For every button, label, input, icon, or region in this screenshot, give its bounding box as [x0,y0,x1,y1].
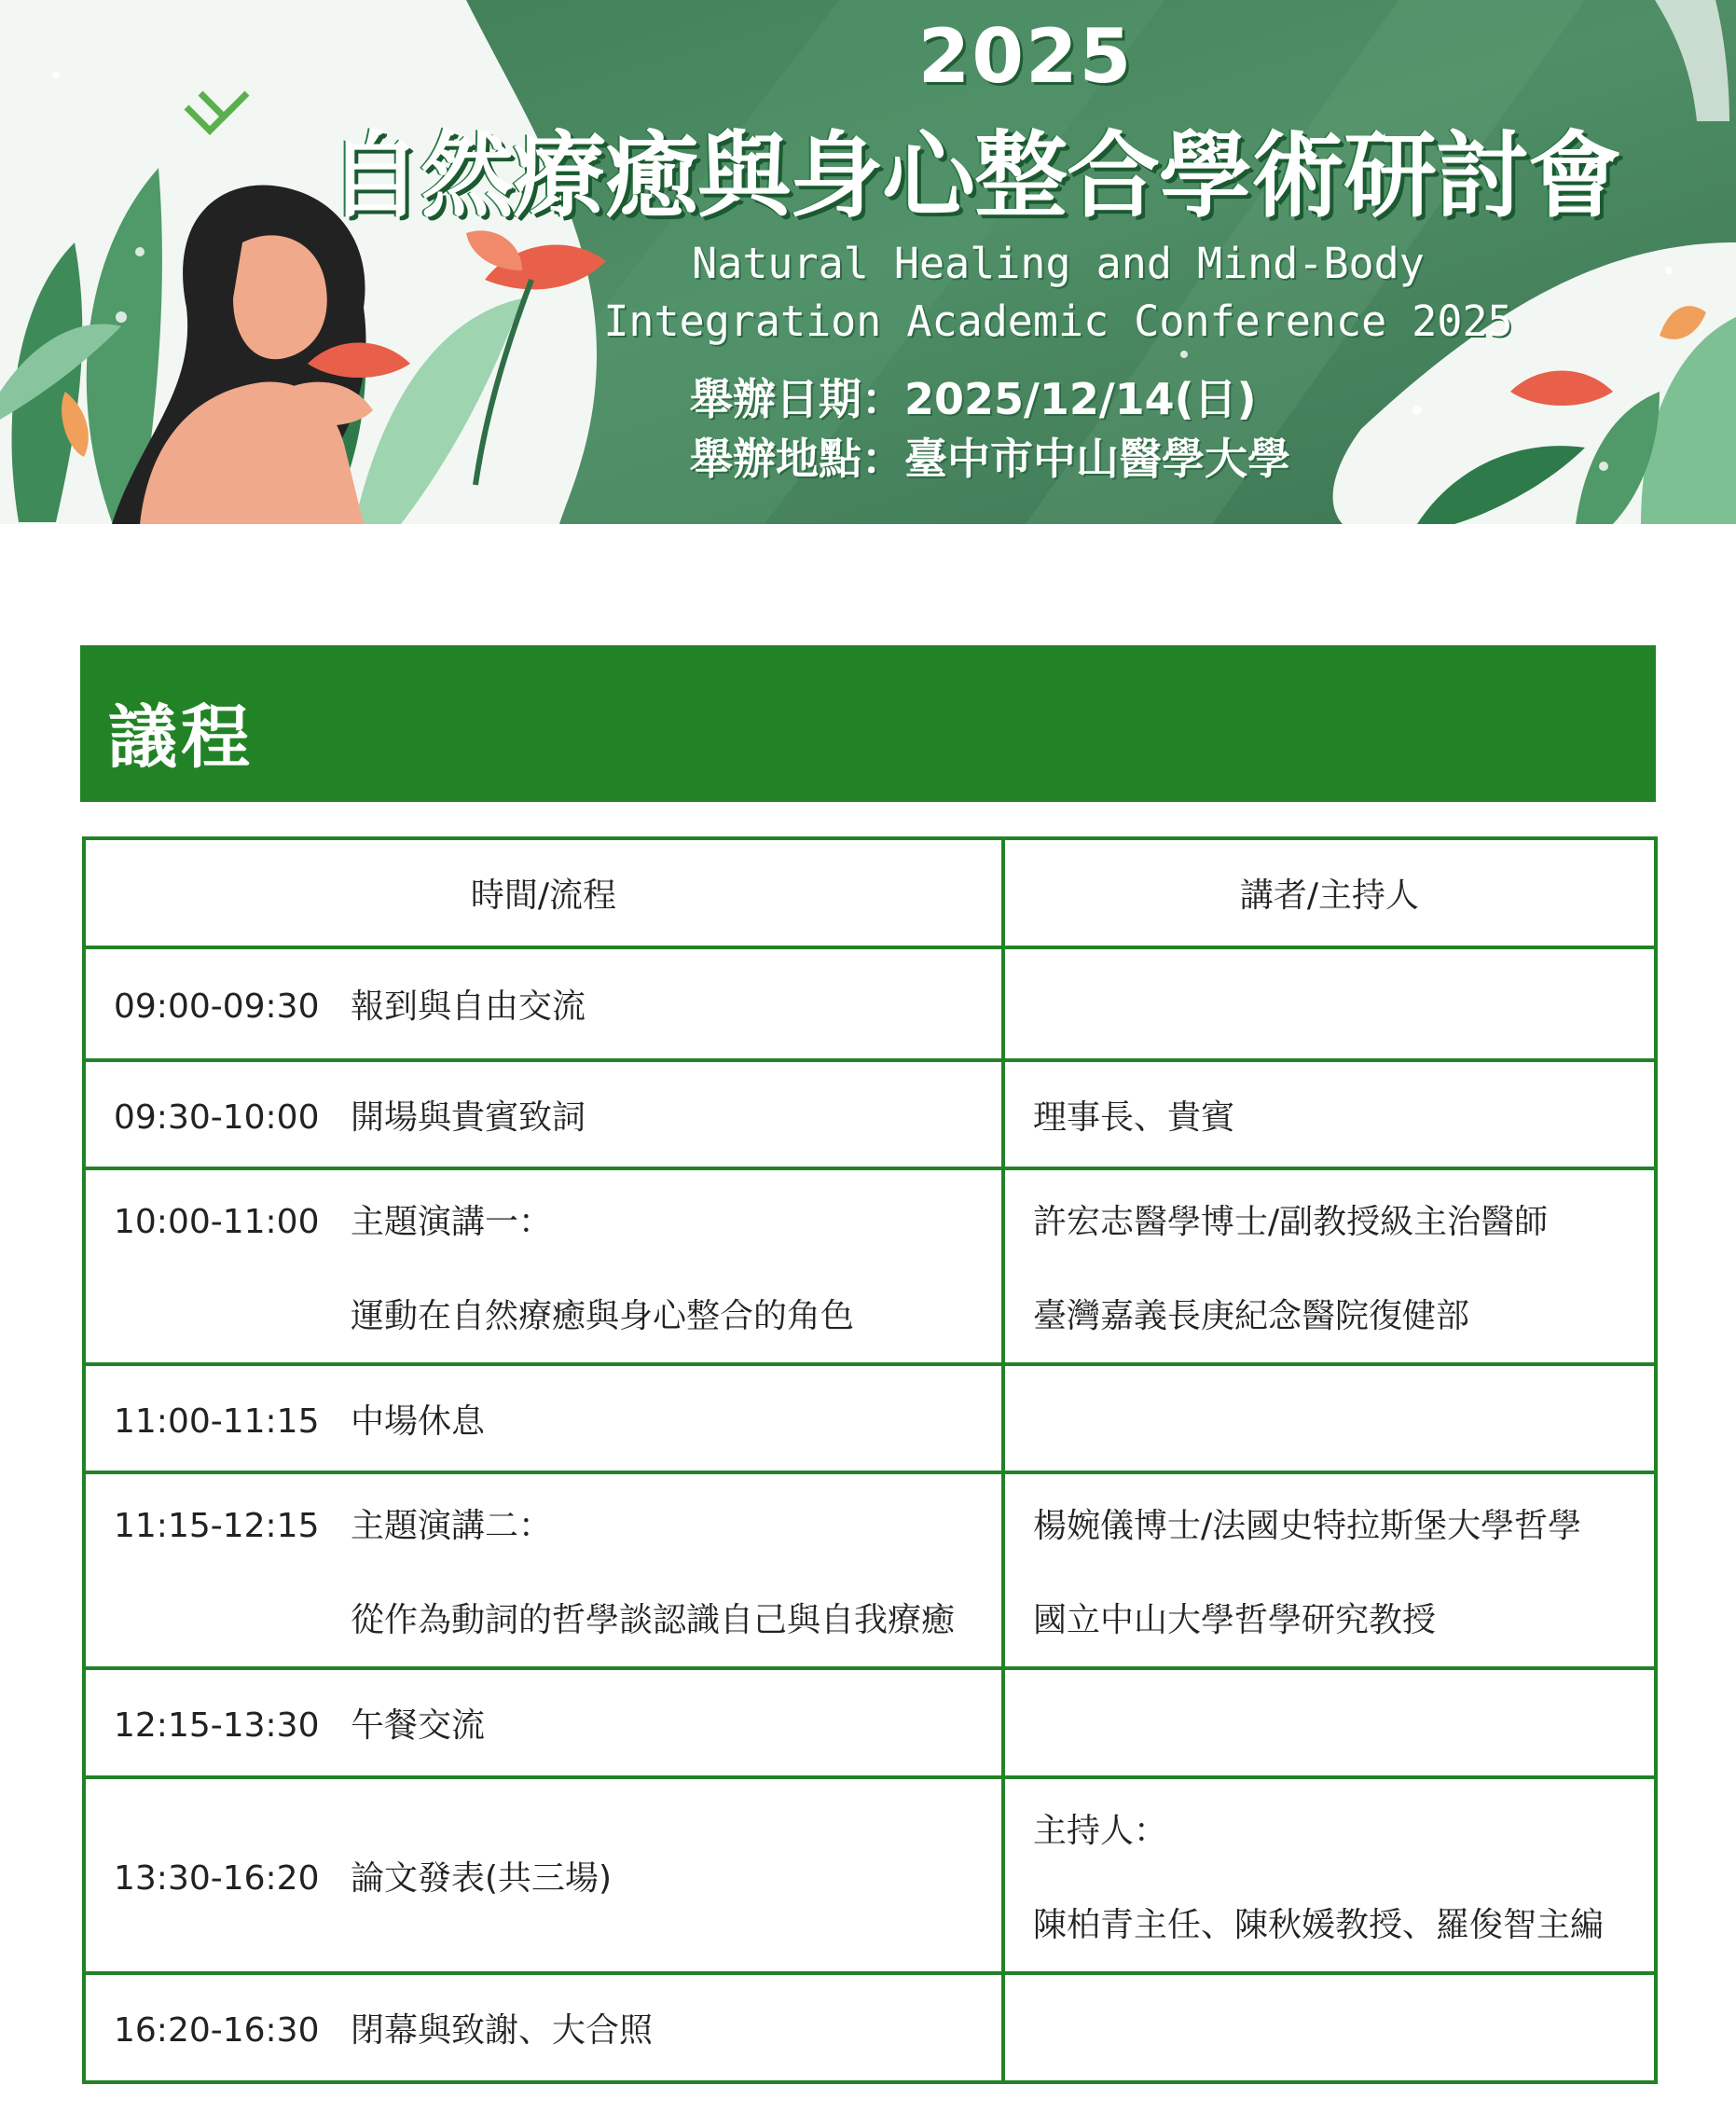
row-time: 16:20-16:30 [114,2011,320,2050]
cell-program [84,1973,1003,2082]
cell-speaker [1003,1168,1656,1364]
cell-speaker [1003,1973,1656,2082]
table-header-row [84,838,1656,947]
date-value: 2025/12/14(日) [904,374,1257,424]
row-item: 開場與貴賓致詞 [351,1098,586,1137]
agenda-section-header [80,645,1656,802]
table-row [84,1777,1656,1973]
banner-venue [690,429,1290,489]
row-speaker: 主持人： [1033,1812,1168,1850]
date-label: 舉辦日期： [690,374,904,424]
banner-info [690,369,1290,489]
table-row [84,1168,1656,1364]
row-speaker-sub: 國立中山大學哲學研究教授 [1033,1601,1437,1639]
row-speaker-sub: 陳柏青主任、陳秋媛教授、羅俊智主編 [1033,1906,1605,1944]
row-item: 報到與自由交流 [351,987,586,1026]
row-speaker-sub: 臺灣嘉義長庚紀念醫院復健部 [1033,1297,1470,1335]
agenda-title: 議程 [108,697,254,778]
row-time: 13:30-16:20 [114,1858,320,1898]
row-item: 午餐交流 [351,1706,486,1745]
cell-program [84,947,1003,1060]
row-time: 11:00-11:15 [114,1402,320,1441]
venue-value: 臺中市中山醫學大學 [904,434,1290,484]
row-item: 閉幕與致謝、大合照 [351,2011,654,2050]
banner-title-en [522,235,1594,351]
venue-label: 舉辦地點： [690,434,904,484]
banner-title-zh: 自然療癒與身心整合學術研討會 [328,121,1620,230]
header-speaker: 講者/主持人 [1003,838,1656,947]
cell-program [84,1668,1003,1777]
row-item: 論文發表(共三場) [351,1858,613,1898]
row-time: 12:15-13:30 [114,1706,320,1745]
cell-speaker [1003,1060,1656,1168]
cell-program [84,1777,1003,1973]
cell-program [84,1472,1003,1668]
cell-speaker [1003,1777,1656,1973]
table-row [84,1060,1656,1168]
table-row [84,1364,1656,1472]
header-time: 時間/流程 [84,838,1003,947]
row-speaker: 許宏志醫學博士/副教授級主治醫師 [1033,1203,1549,1241]
row-item: 主題演講一： [351,1203,553,1241]
cell-speaker [1003,1364,1656,1472]
row-speaker: 楊婉儀博士/法國史特拉斯堡大學哲學 [1033,1507,1582,1545]
cell-program [84,1364,1003,1472]
row-time: 09:00-09:30 [114,987,320,1026]
cell-program [84,1168,1003,1364]
cell-program [84,1060,1003,1168]
banner-year: 2025 [917,13,1134,100]
table-row [84,1472,1656,1668]
row-item-sub: 運動在自然療癒與身心整合的角色 [351,1297,855,1335]
table-row [84,1668,1656,1777]
row-item-sub: 從作為動詞的哲學談認識自己與自我療癒 [351,1601,956,1639]
row-item: 中場休息 [351,1402,486,1441]
banner-title-en-line2: Integration Academic Conference 2025 [603,297,1513,346]
cell-speaker [1003,1472,1656,1668]
banner-title-en-line1: Natural Healing and Mind-Body [692,239,1425,288]
table-row [84,1973,1656,2082]
conference-banner [0,0,1736,524]
row-time: 09:30-10:00 [114,1098,320,1137]
row-item: 主題演講二： [351,1507,553,1545]
row-speaker: 理事長、貴賓 [1033,1098,1235,1137]
cell-speaker [1003,1668,1656,1777]
row-time: 11:15-12:15 [114,1507,320,1545]
row-time: 10:00-11:00 [114,1203,320,1241]
agenda-table [82,836,1658,2084]
banner-date [690,369,1290,429]
table-row [84,947,1656,1060]
cell-speaker [1003,947,1656,1060]
